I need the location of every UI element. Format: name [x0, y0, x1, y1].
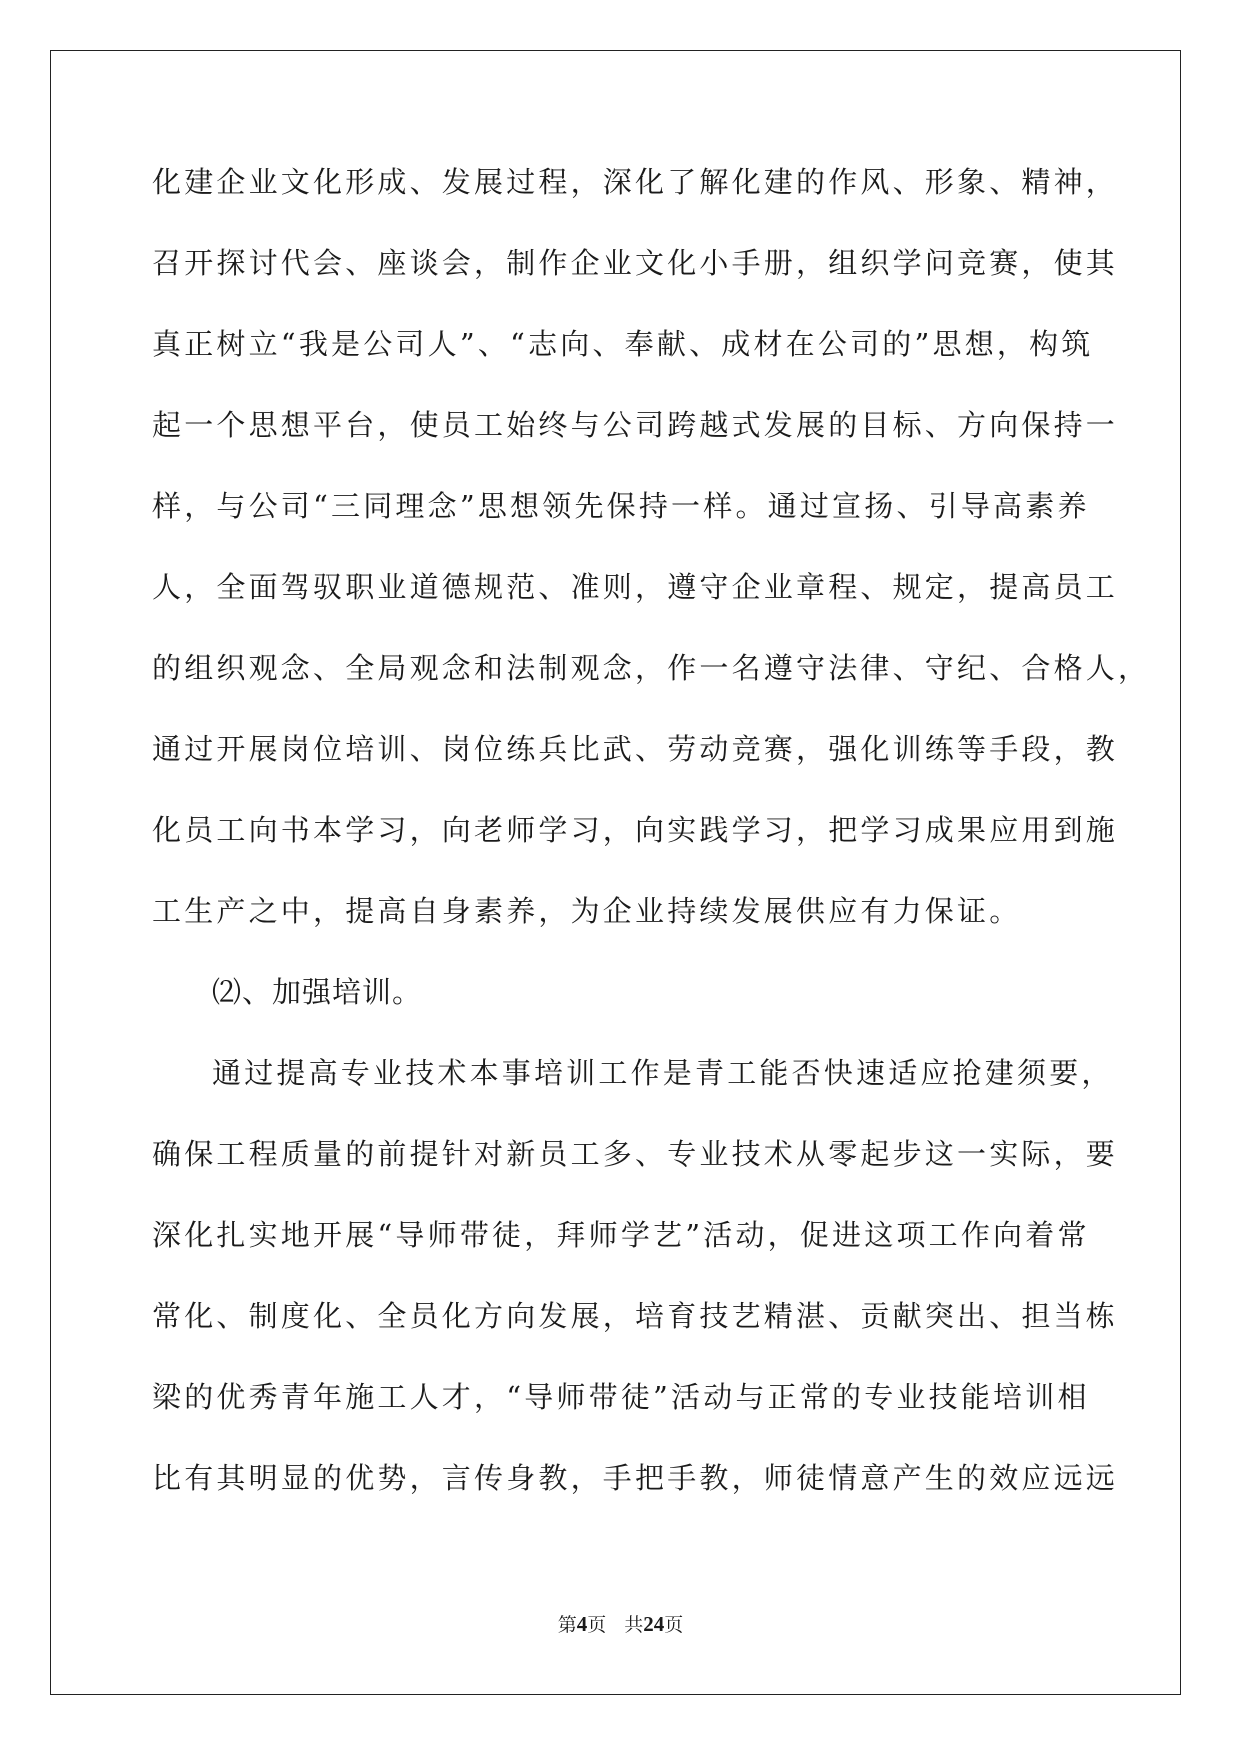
page-prefix: 第: [557, 1614, 577, 1636]
text-line: 的组织观念、全局观念和法制观念，作一名遵守法律、守纪、合格人，: [152, 651, 1151, 685]
text-line: 化员工向书本学习，向老师学习，向实践学习，把学习成果应用到施: [152, 813, 1119, 847]
total-prefix: 共: [624, 1614, 644, 1636]
text-line: 梁的优秀青年施工人才，“导师带徒”活动与正常的专业技能培训相: [152, 1380, 1090, 1414]
text-line: 样，与公司“三同理念”思想领先保持一样。通过宣扬、引导高素养: [152, 489, 1090, 523]
text-line: 工生产之中，提高自身素养，为企业持续发展供应有力保证。: [152, 894, 1022, 928]
page-border: [50, 50, 1181, 1695]
section-heading: ⑵、加强培训。: [212, 975, 423, 1009]
text-line: 深化扎实地开展“导师带徒，拜师学艺”活动，促进这项工作向着常: [152, 1218, 1090, 1252]
page-footer: [0, 1610, 1241, 1637]
text-line: 真正树立“我是公司人”、“志向、奉献、成材在公司的”思想，构筑: [152, 327, 1094, 361]
text-line: 化建企业文化形成、发展过程，深化了解化建的作风、形象、精神，: [152, 165, 1119, 199]
text-line: 比有其明显的优势，言传身教，手把手教，师徒情意产生的效应远远: [152, 1461, 1119, 1495]
text-line: 人，全面驾驭职业道德规范、准则，遵守企业章程、规定，提高员工: [152, 570, 1119, 604]
text-line: 起一个思想平台，使员工始终与公司跨越式发展的目标、方向保持一: [152, 408, 1119, 442]
text-line: 召开探讨代会、座谈会，制作企业文化小手册，组织学问竞赛，使其: [152, 246, 1119, 280]
page-suffix: 页: [587, 1614, 607, 1636]
total-pages: 24: [643, 1612, 665, 1636]
total-suffix: 页: [664, 1614, 684, 1636]
text-line: 通过提高专业技术本事培训工作是青工能否快速适应抢建须要，: [212, 1056, 1114, 1090]
text-line: 通过开展岗位培训、岗位练兵比武、劳动竞赛，强化训练等手段，教: [152, 732, 1119, 766]
text-line: 常化、制度化、全员化方向发展，培育技艺精湛、贡献突出、担当栋: [152, 1299, 1119, 1333]
text-line: 确保工程质量的前提针对新员工多、专业技术从零起步这一实际，要: [152, 1137, 1119, 1171]
page-number: 4: [576, 1612, 588, 1636]
